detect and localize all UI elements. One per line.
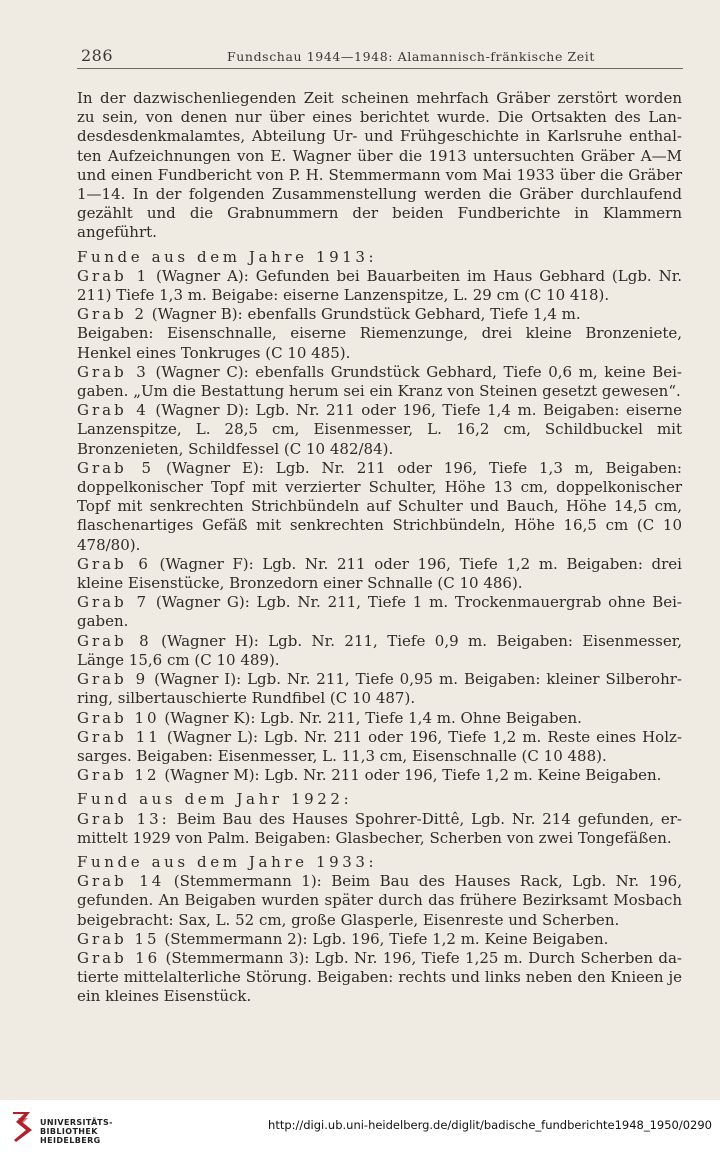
grave-description: (Wagner D): Lgb. Nr. 211 oder 196, Tiefe 1,4 m. Beigaben: eiserne Lanzenspitze, L. 28,5 cm, Eisenmesser, L. 16,2 cm, Schildbuckel mit Bronzenieten, Schildfessel (C 10 482/84). (77, 401, 682, 458)
grave-entry (77, 872, 682, 930)
logo-line: UNIVERSITÄTS- (40, 1118, 113, 1127)
logo-line: HEIDELBERG (40, 1136, 101, 1145)
grave-entry (77, 930, 682, 949)
grave-entry (77, 810, 682, 848)
grave-description: (Stemmermann 1): Beim Bau des Hauses Rack, Lgb. Nr. 196, gefunden. An Beigaben wurden später durch das frühere Bezirksamt Mosbach beigebracht: Sax, L. 52 cm, große Glasperle, Eisenreste und Scherben. (77, 872, 682, 929)
grave-entry (77, 324, 682, 362)
footer-bar (0, 1100, 720, 1156)
grave-description: Beigaben: Eisenschnalle, eiserne Riemenzunge, drei kleine Bronzeniete, Henkel eines Tonkruges (C 10 485). (77, 324, 682, 362)
grave-label: Grab 14 (77, 872, 165, 891)
grave-label: Grab 10 (77, 708, 160, 727)
grave-entry (77, 363, 682, 401)
grave-entry (77, 632, 682, 670)
grave-description: (Wagner H): Lgb. Nr. 211, Tiefe 0,9 m. Beigaben: Eisenmesser, Länge 15,6 cm (C 10 489). (77, 631, 682, 669)
grave-label: Grab 4 (77, 401, 149, 420)
grave-description: (Wagner L): Lgb. Nr. 211 oder 196, Tiefe 1,2 m. Reste eines Holzsarges. Beigaben: Eisenmesser, L. 11,3 cm, Eisenschnalle (C 10 488). (77, 727, 682, 765)
intro-paragraph: In der dazwischenliegenden Zeit scheinen mehrfach Gräber zerstört worden zu sein, von denen nur über eines berichtet wurde. Die Ortsakten des Landesdesdenkmalamtes, Abteilung Ur- und Frühgeschichte in Karlsruhe enthalten Aufzeichnungen von E. Wagner über die 1913 untersuchten Gräber A—M und einen Fundbericht von P. H. Stemmermann vom Mai 1933 über die Gräber 1—14. In der folgenden Zusammenstellung werden die Gräber durchlaufend gezählt und die Grabnummern der beiden Fundberichte in Klammern angeführt. (77, 89, 682, 242)
grave-entry (77, 593, 682, 631)
grave-label: Grab 13: (77, 809, 170, 828)
grave-entry (77, 267, 682, 305)
grave-label: Grab 2 (77, 305, 148, 324)
grave-description: (Wagner B): ebenfalls Grundstück Gebhard, Tiefe 1,4 m. (151, 305, 581, 324)
grave-label: Grab 7 (77, 593, 150, 612)
grave-description: (Wagner M): Lgb. Nr. 211 oder 196, Tiefe 1,2 m. Keine Beigaben. (164, 766, 662, 785)
running-head (77, 46, 683, 69)
section-heading: Funde aus dem Jahre 1933: (77, 852, 378, 871)
grave-entry (77, 709, 682, 728)
library-logo-icon (10, 1110, 36, 1144)
body-text (77, 89, 682, 1007)
grave-description: (Stemmermann 3): Lgb. Nr. 196, Tiefe 1,25 m. Durch Scherben datierte mittelalterliche Störung. Beigaben: rechts und links neben den Knieen je ein kleines Eisenstück. (77, 948, 682, 1006)
grave-description: (Wagner A): Gefunden bei Bauarbeiten im Haus Gebhard (Lgb. Nr. 211) Tiefe 1,3 m. Beigabe: eiserne Lanzenspitze, L. 29 cm (C 10 418). (77, 266, 682, 305)
grave-description: (Wagner I): Lgb. Nr. 211, Tiefe 0,95 m. Beigaben: kleiner Silberohrring, silbertauschierte Rundfibel (C 10 487). (77, 670, 682, 708)
grave-entry (77, 670, 682, 708)
page-number: 286 (81, 46, 114, 65)
grave-label: Grab 9 (77, 670, 149, 689)
grave-description: (Wagner C): ebenfalls Grundstück Gebhard, Tiefe 0,6 m, keine Beigaben. „Um die Bestattung herum sei ein Kranz von Steinen gesetzt gewesen“. (77, 362, 682, 401)
grave-description: (Wagner K): Lgb. Nr. 211, Tiefe 1,4 m. Ohne Beigaben. (164, 708, 582, 727)
grave-description: (Stemmermann 2): Lgb. 196, Tiefe 1,2 m. Keine Beigaben. (164, 929, 609, 948)
grave-label: Grab 15 (77, 929, 160, 948)
grave-label: Grab 1 (77, 266, 150, 285)
grave-label: Grab 16 (77, 948, 161, 967)
grave-description: Beim Bau des Hauses Spohrer-Dittê, Lgb. Nr. 214 gefunden, ermittelt 1929 von Palm. Beigaben: Glasbecher, Scherben von zwei Tongefäßen. (77, 809, 682, 847)
grave-label: Grab 8 (77, 631, 152, 650)
grave-entry (77, 766, 682, 785)
library-logo-text (40, 1118, 113, 1145)
grave-entry (77, 949, 682, 1007)
section-heading: Fund aus dem Jahr 1922: (77, 790, 353, 809)
permalink-url[interactable]: http://digi.ub.uni-heidelberg.de/diglit/badische_fundberichte1948_1950/0290 (268, 1118, 712, 1132)
grave-label: Grab 3 (77, 362, 149, 381)
grave-label: Grab 6 (77, 554, 151, 573)
grave-description: (Wagner G): Lgb. Nr. 211, Tiefe 1 m. Trockenmauergrab ohne Beigaben. (77, 593, 682, 631)
grave-label: Grab 11 (77, 727, 161, 746)
grave-description: (Wagner F): Lgb. Nr. 211 oder 196, Tiefe 1,2 m. Beigaben: drei kleine Eisenstücke, Bronzedorn einer Schnalle (C 10 486). (77, 554, 682, 593)
section-heading: Funde aus dem Jahre 1913: (77, 247, 378, 266)
grave-entry (77, 459, 682, 555)
find-sections (77, 248, 682, 1007)
running-head-title: Fundschau 1944—1948: Alamannisch-fränkische Zeit (227, 49, 596, 64)
grave-entry (77, 305, 682, 324)
grave-entry (77, 401, 682, 459)
grave-entry (77, 555, 682, 593)
grave-description: (Wagner E): Lgb. Nr. 211 oder 196, Tiefe 1,3 m, Beigaben: doppelkonischer Topf mit verzierter Schulter, Höhe 13 cm, doppelkonischer Topf mit senkrechten Strichbündeln auf Schulter und Bauch, Höhe 14,5 cm, flaschenartiges Gefäß mit senkrechten Strichbündeln, Höhe 16,5 cm (C 10 478/80). (77, 458, 682, 554)
logo-line: BIBLIOTHEK (40, 1127, 98, 1136)
grave-label: Grab 12 (77, 766, 160, 785)
grave-entry (77, 728, 682, 766)
grave-label: Grab 5 (77, 458, 155, 477)
